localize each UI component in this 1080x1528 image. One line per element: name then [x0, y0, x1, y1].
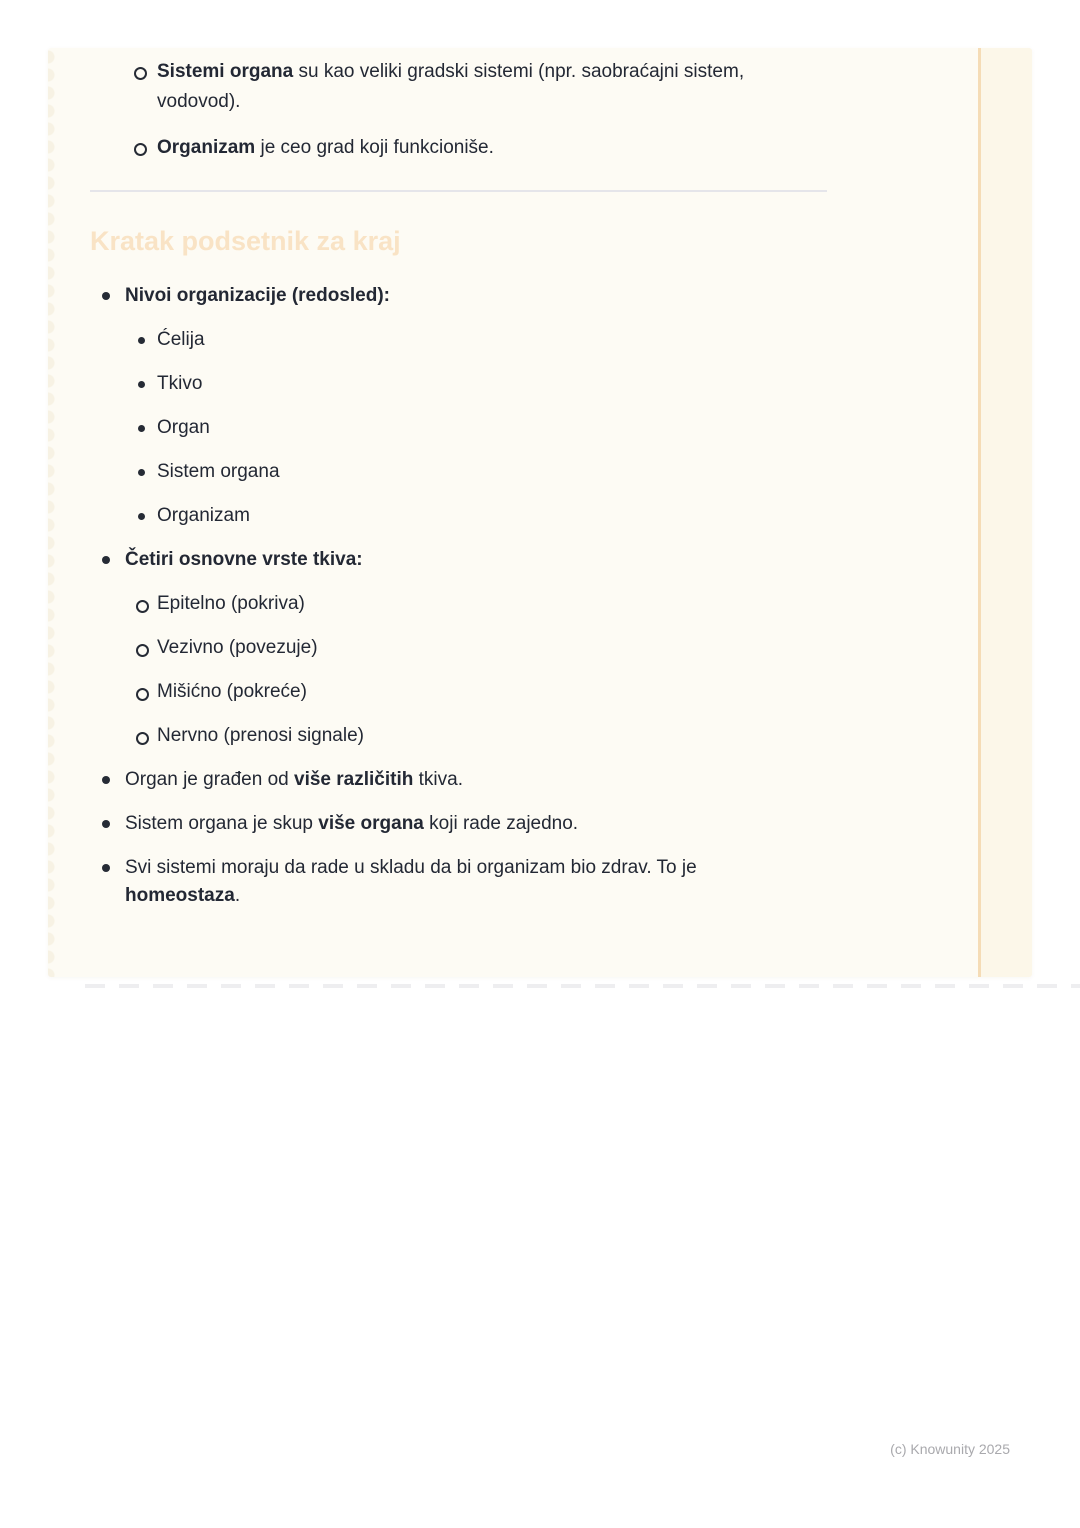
list-item-nervous: Nervno (prenosi signale)	[125, 722, 827, 750]
tear-line-decoration	[85, 984, 1080, 988]
list-item-bold-term: Sistemi organa	[157, 61, 294, 82]
list-item-connective: Vezivno (povezuje)	[125, 634, 827, 662]
list-item-text: su kao veliki gradski sistemi (npr. saobraćajni sistem,	[293, 61, 745, 82]
list-item-text: Sistem organa je skup	[125, 813, 319, 834]
list-item-text: .	[234, 885, 241, 906]
list-item-text: Svi sistemi moraju da rade u skladu da bi organizam bio zdrav. To je	[125, 857, 697, 878]
list-item-organ-systems-analogy	[90, 57, 827, 117]
list-item-organization-levels	[90, 282, 827, 530]
recap-heading: Kratak podsetnik za kraj	[90, 226, 401, 256]
list-item-bold-term: homeostaza	[125, 885, 235, 906]
list-item-title: Nivoi organizacije (redosled):	[125, 285, 390, 306]
list-item-bold-term: više različitih	[294, 769, 414, 790]
list-item-muscle: Mišićno (pokreće)	[125, 678, 827, 706]
page-content	[90, 48, 827, 926]
list-item-organ: Organ	[125, 414, 827, 442]
torn-edge-decoration	[48, 48, 57, 977]
list-item-organism: Organizam	[125, 502, 827, 530]
list-item-organism-analogy	[90, 133, 827, 163]
list-item-title: Četiri osnovne vrste tkiva:	[125, 549, 363, 570]
section-divider	[90, 190, 827, 192]
list-item-bold-term: više organa	[318, 813, 424, 834]
recap-list	[90, 282, 827, 910]
list-item-tissue-types	[90, 546, 827, 750]
list-item-text: je ceo grad koji funkcioniše.	[255, 137, 494, 158]
list-item-bold-term: Organizam	[157, 137, 256, 158]
list-item-organ-system: Sistem organa	[125, 458, 827, 486]
list-item-cell: Ćelija	[125, 326, 827, 354]
list-item-text-wrap: vodovod).	[157, 91, 241, 112]
copyright-notice: (c) Knowunity 2025	[890, 1441, 1010, 1457]
list-item-text: Organ je građen od	[125, 769, 295, 790]
notes-page	[48, 48, 1032, 977]
list-item-tissue: Tkivo	[125, 370, 827, 398]
intro-list	[90, 57, 827, 163]
page-margin-strip	[978, 48, 1032, 977]
list-item-text: tkiva.	[413, 769, 463, 790]
list-item-system-note	[90, 810, 827, 838]
tissue-types-sublist	[125, 590, 827, 750]
list-item-organ-note	[90, 766, 827, 794]
list-item-homeostasis-note	[90, 854, 827, 910]
list-item-epithelial: Epitelno (pokriva)	[125, 590, 827, 618]
list-item-text: koji rade zajedno.	[423, 813, 579, 834]
organization-levels-sublist	[125, 326, 827, 530]
